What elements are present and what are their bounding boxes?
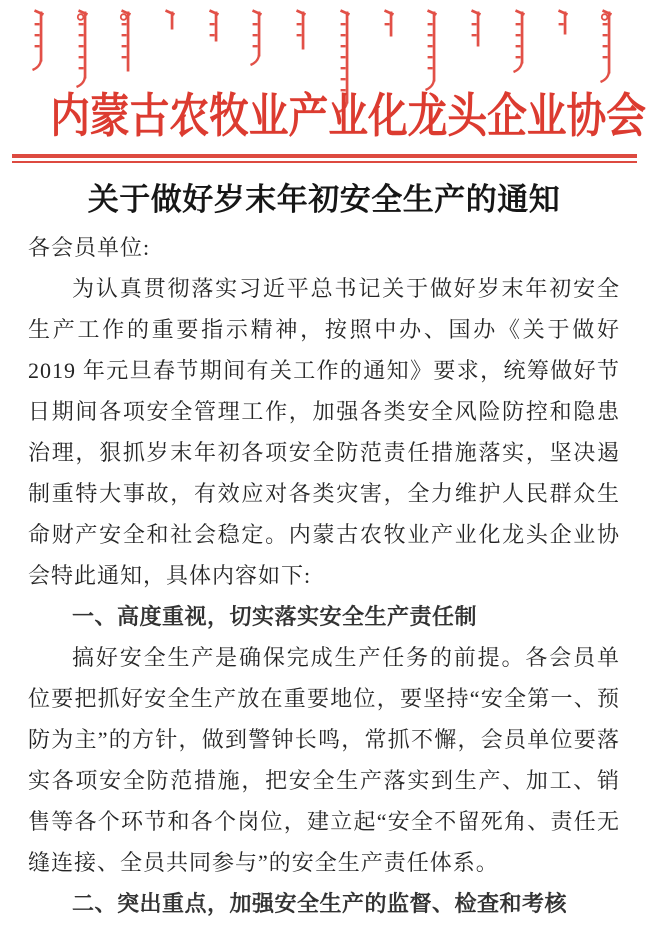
section-2-heading: 二、突出重点，加强安全生产的监督、检查和考核 [72, 891, 568, 916]
mongolian-script-band [0, 0, 648, 104]
mongolian-word-10 [423, 8, 445, 94]
mongolian-word-6 [248, 8, 270, 69]
org-name: 内蒙古农牧业产业化龙头企业协会 [50, 91, 646, 143]
mongolian-word-5 [205, 8, 227, 54]
mongolian-word-2 [74, 8, 96, 91]
document-body [28, 227, 620, 924]
mongolian-word-9 [380, 8, 402, 49]
mongolian-word-12 [511, 8, 533, 76]
mongolian-word-3 [117, 8, 139, 84]
section-1-body: 搞好安全生产是确保完成生产任务的前提。各会员单位要把抓好安全生产放在重要地位，要坚持“安全第一、预防为主”的方针，做到警钟长鸣，常抓不懈，会员单位要落实各项安全防范措施，把安全生产落实到生产、加工、销售等各个环节和各个岗位，建立起“安全不留死角、责任无缝连接、全员共同参与”的安全生产责任体系。 [28, 645, 620, 875]
mongolian-word-14 [598, 8, 620, 86]
mongolian-word-4 [161, 8, 183, 42]
letterhead [0, 0, 648, 163]
salutation: 各会员单位: [28, 235, 151, 260]
intro-paragraph: 为认真贯彻落实习近平总书记关于做好岁末年初安全生产工作的重要指示精神，按照中办、国办《关于做好 2019 年元旦春节期间有关工作的通知》要求，统筹做好节日期间各项安全管理工作，加强各类安全风险防控和隐患治理，狠抓岁末年初各项安全防范责任措施落实，坚决遏制重特大事故，有效应对各类灾害，全力维护人民群众生命财产安全和社会稳定。内蒙古农牧业产业化龙头企业协会特此通知，具体内容如下: [28, 276, 620, 588]
mongolian-word-11 [467, 8, 489, 59]
mongolian-word-13 [554, 8, 576, 47]
section-1-heading: 一、高度重视，切实落实安全生产责任制 [72, 604, 478, 629]
document-title: 关于做好岁末年初安全生产的通知 [87, 182, 561, 217]
mongolian-word-1 [30, 8, 52, 74]
mongolian-word-7 [292, 8, 314, 62]
double-rule-divider [12, 154, 637, 163]
